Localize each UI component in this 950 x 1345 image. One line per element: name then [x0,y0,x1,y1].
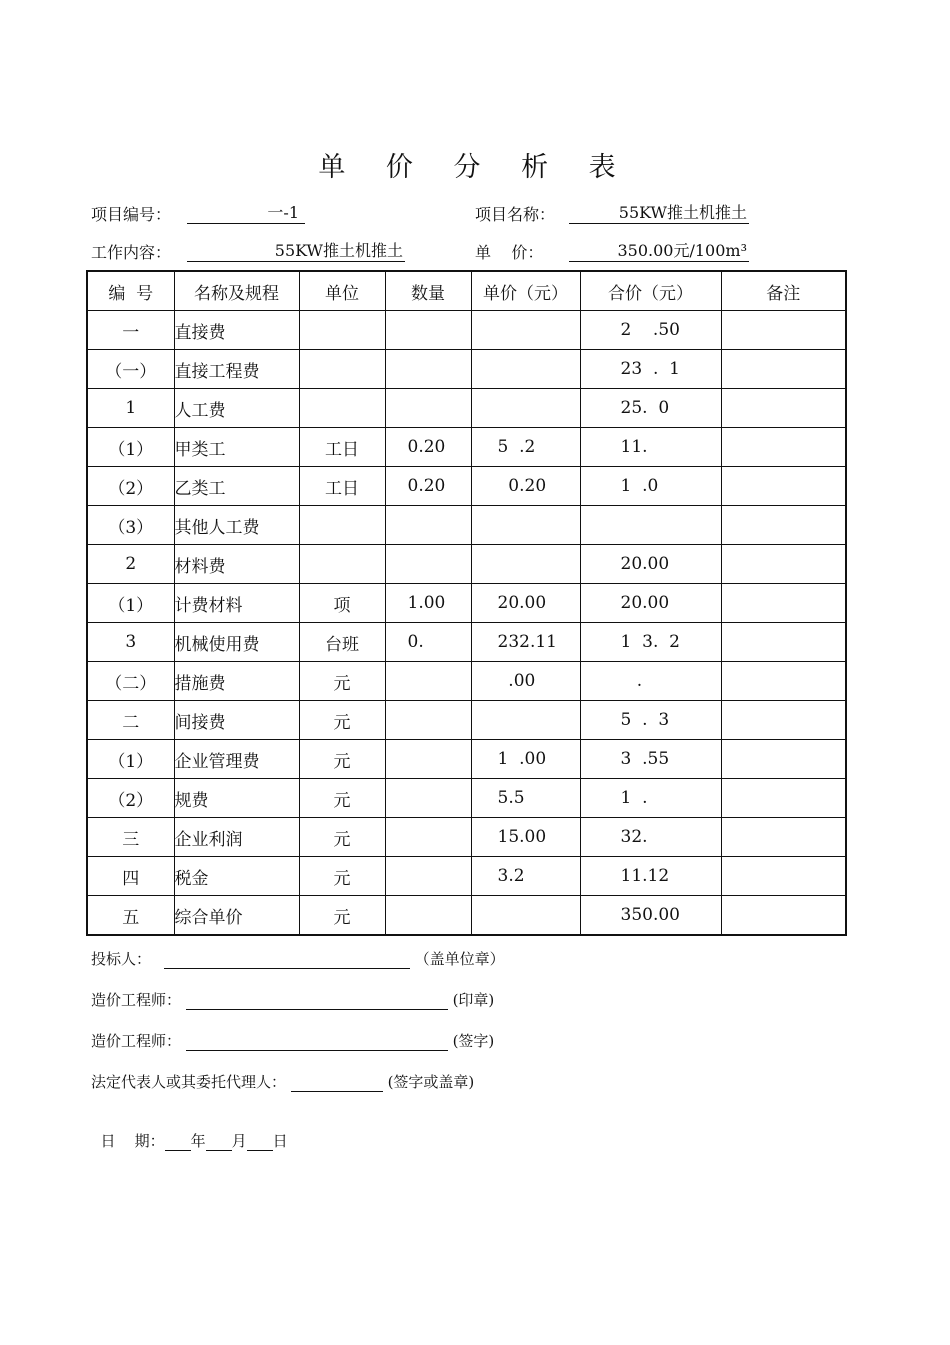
project-name-label: 项目名称： [475,205,556,224]
cell-note [721,467,846,506]
table-row [87,389,846,428]
table-row [87,350,846,389]
cell-price [471,350,580,389]
cell-qty: 0. [385,623,471,662]
cell-note [721,857,846,896]
engineer-stamp-line [91,989,494,1010]
cell-note [721,428,846,467]
cell-qty [385,389,471,428]
header-note: 备注 [721,271,846,311]
cell-total: 25. 0 [580,389,721,428]
table-row [87,584,846,623]
month-label: 月 [231,1132,247,1150]
cell-unit: 元 [299,818,385,857]
cell-note [721,311,846,350]
cell-unit: 项 [299,584,385,623]
cell-unit [299,389,385,428]
engineer-stamp-note: (印章) [452,991,495,1009]
cell-total: 1 . [580,779,721,818]
table-row [87,311,846,350]
work-content-value: 55KW推土机推土 [187,240,405,262]
cell-note [721,701,846,740]
table-row [87,740,846,779]
table-row [87,857,846,896]
date-label: 日 期： [100,1132,165,1150]
cell-price: 15.00 [471,818,580,857]
cell-price: 1 .00 [471,740,580,779]
table-row [87,779,846,818]
cell-name: 规费 [174,779,299,818]
cell-no: 1 [87,389,174,428]
cell-no: 四 [87,857,174,896]
cell-no: （1） [87,428,174,467]
cell-name: 乙类工 [174,467,299,506]
cell-name: 人工费 [174,389,299,428]
table-row [87,428,846,467]
header-total: 合价（元） [580,271,721,311]
cell-note [721,818,846,857]
page-title: 单 价 分 析 表 [318,152,632,183]
cell-price: 5.5 [471,779,580,818]
table-header-row [87,271,846,311]
engineer-sign-label: 造价工程师： [91,1032,182,1050]
cell-total: 5 . 3 [580,701,721,740]
cell-price [471,311,580,350]
cell-total: 11.12 [580,857,721,896]
cell-price: 3.2 [471,857,580,896]
cell-total: 23 . 1 [580,350,721,389]
cell-total: 350.00 [580,896,721,936]
cell-unit: 元 [299,701,385,740]
cell-name: 企业管理费 [174,740,299,779]
bidder-label: 投标人： [91,950,152,968]
header-no: 编 号 [87,271,174,311]
engineer-sign-line [91,1030,494,1051]
cell-no: （3） [87,506,174,545]
table-row [87,506,846,545]
header-name: 名称及规程 [174,271,299,311]
cell-name: 计费材料 [174,584,299,623]
cell-total: 11. [580,428,721,467]
cell-total: . [580,662,721,701]
cell-name: 直接工程费 [174,350,299,389]
representative-label: 法定代表人或其委托代理人： [91,1073,287,1091]
cell-no: （一） [87,350,174,389]
cell-unit [299,311,385,350]
engineer-sign-blank[interactable] [186,1032,448,1051]
bidder-blank[interactable] [164,950,410,969]
cell-note [721,506,846,545]
unit-price-label: 单 价： [475,243,544,262]
table-row [87,623,846,662]
cell-qty [385,701,471,740]
cell-no: （二） [87,662,174,701]
cell-no: （1） [87,584,174,623]
cell-no: 3 [87,623,174,662]
table-row [87,818,846,857]
cell-qty [385,896,471,936]
price-analysis-table [86,270,847,936]
cell-name: 措施费 [174,662,299,701]
table-row [87,467,846,506]
cell-name: 税金 [174,857,299,896]
cell-price [471,701,580,740]
table-row [87,662,846,701]
cell-qty [385,506,471,545]
cell-unit: 元 [299,896,385,936]
date-line [91,1112,288,1151]
unit-price-value: 350.00元/100m³ [569,240,749,262]
cell-price [471,506,580,545]
cell-no: （2） [87,467,174,506]
cell-name: 直接费 [174,311,299,350]
cell-note [721,584,846,623]
engineer-sign-note: (签字) [452,1032,495,1050]
cell-total: 32. [580,818,721,857]
cell-note [721,779,846,818]
cell-unit: 元 [299,662,385,701]
project-no-value: 一-1 [187,202,305,224]
cell-note [721,350,846,389]
bidder-line [91,948,505,969]
cell-note [721,623,846,662]
bidder-note: （盖单位章） [414,950,505,968]
cell-price [471,389,580,428]
cell-qty [385,545,471,584]
cell-note [721,545,846,584]
cell-unit [299,350,385,389]
cell-qty: 1.00 [385,584,471,623]
cell-total: 3 .55 [580,740,721,779]
engineer-stamp-label: 造价工程师： [91,991,182,1009]
cell-note [721,662,846,701]
cell-name: 综合单价 [174,896,299,936]
table-row [87,896,846,936]
cell-no: 一 [87,311,174,350]
cell-qty [385,662,471,701]
table-row [87,701,846,740]
header-unit: 单位 [299,271,385,311]
cell-qty [385,740,471,779]
cell-total: 1 3. 2 [580,623,721,662]
cell-total: 2 .50 [580,311,721,350]
month-blank[interactable] [206,1132,232,1151]
engineer-stamp-blank[interactable] [186,991,448,1010]
cell-note [721,740,846,779]
cell-no: （1） [87,740,174,779]
year-label: 年 [190,1132,206,1150]
cell-no: 二 [87,701,174,740]
cell-note [721,389,846,428]
cell-name: 机械使用费 [174,623,299,662]
work-content-label: 工作内容： [91,243,172,262]
header-qty: 数量 [385,271,471,311]
cell-no: 三 [87,818,174,857]
cell-qty: 0.20 [385,428,471,467]
cell-qty [385,857,471,896]
cell-qty [385,350,471,389]
cell-no: （2） [87,779,174,818]
cell-qty [385,311,471,350]
cell-price: 232.11 [471,623,580,662]
day-blank[interactable] [247,1132,273,1151]
cell-unit: 工日 [299,467,385,506]
representative-blank[interactable] [291,1073,383,1092]
cell-price [471,545,580,584]
cell-no: 2 [87,545,174,584]
cell-name: 甲类工 [174,428,299,467]
cell-unit: 台班 [299,623,385,662]
cell-name: 材料费 [174,545,299,584]
cell-unit: 元 [299,857,385,896]
cell-price [471,896,580,936]
cell-qty [385,818,471,857]
cell-name: 间接费 [174,701,299,740]
cell-unit: 工日 [299,428,385,467]
project-no-label: 项目编号： [91,205,172,224]
cell-unit: 元 [299,740,385,779]
project-name-value: 55KW推土机推土 [569,202,749,224]
cell-note [721,896,846,936]
cell-price: 20.00 [471,584,580,623]
header-price: 单价（元） [471,271,580,311]
cell-price: 0.20 [471,467,580,506]
year-blank[interactable] [165,1132,191,1151]
cell-price: .00 [471,662,580,701]
cell-total [580,506,721,545]
table-row [87,545,846,584]
cell-unit [299,506,385,545]
cell-unit: 元 [299,779,385,818]
cell-total: 20.00 [580,584,721,623]
cell-qty: 0.20 [385,467,471,506]
cell-total: 1 .0 [580,467,721,506]
cell-qty [385,779,471,818]
cell-price: 5 .2 [471,428,580,467]
cell-no: 五 [87,896,174,936]
cell-name: 企业利润 [174,818,299,857]
representative-line [91,1071,474,1092]
cell-total: 20.00 [580,545,721,584]
representative-note: (签字或盖章) [387,1073,475,1091]
cell-unit [299,545,385,584]
day-label: 日 [272,1132,288,1150]
cell-name: 其他人工费 [174,506,299,545]
